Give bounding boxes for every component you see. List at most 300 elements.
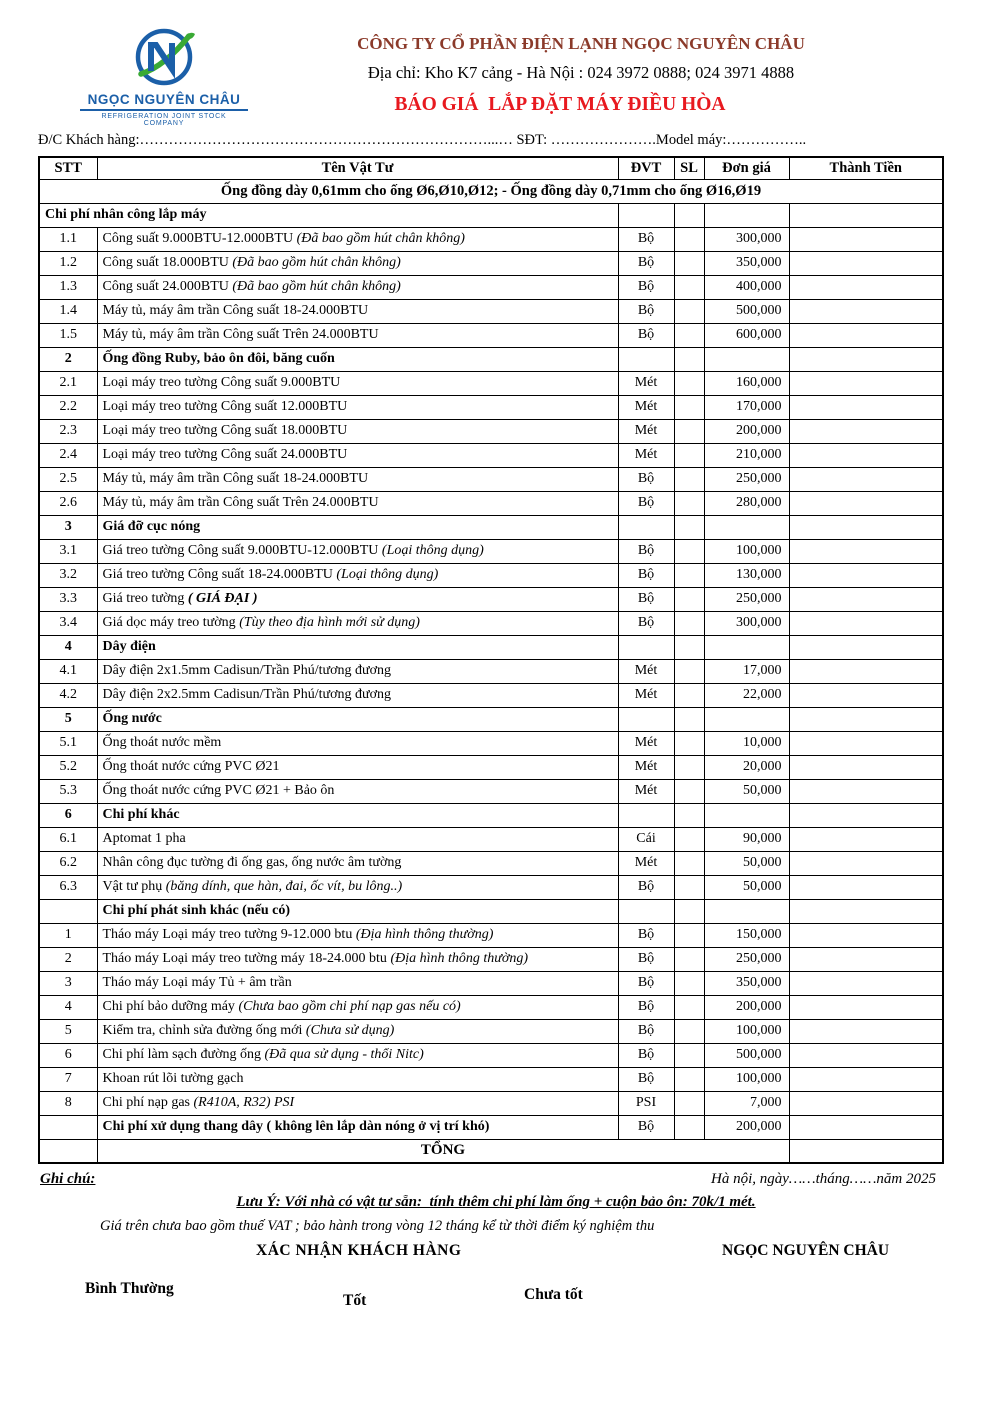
- table-row-item: [39, 395, 943, 419]
- cell-sl: [674, 947, 704, 971]
- cell-ten-vat-tu: Ống đồng Ruby, bảo ôn đôi, băng cuốn: [97, 347, 618, 371]
- cell-stt: 3.2: [39, 563, 97, 587]
- table-row-item: [39, 971, 943, 995]
- table-row-item: [39, 371, 943, 395]
- table-row-item: [39, 299, 943, 323]
- item-note: ( GIÁ ĐẠI ): [184, 591, 258, 606]
- cell-dvt: [618, 203, 674, 227]
- cell-dvt: Bộ: [618, 539, 674, 563]
- cell-thanh-tien: [789, 347, 943, 371]
- cell-sl: [674, 707, 704, 731]
- cell-thanh-tien: [789, 515, 943, 539]
- cell-stt: 5.3: [39, 779, 97, 803]
- cell-dvt: [618, 515, 674, 539]
- item-note: (Loại thông dụng): [378, 543, 484, 558]
- cell-don-gia: 500,000: [704, 299, 789, 323]
- cell-sl: [674, 227, 704, 251]
- cell-don-gia: 170,000: [704, 395, 789, 419]
- item-note: (Loại thông dụng): [332, 567, 439, 582]
- cell-thanh-tien: [789, 899, 943, 923]
- cell-don-gia: 7,000: [704, 1091, 789, 1115]
- cell-thanh-tien: [789, 1139, 943, 1163]
- cell-ten-vat-tu: Giá treo tường ( GIÁ ĐẠI ): [97, 587, 618, 611]
- cell-don-gia: [704, 707, 789, 731]
- cell-ten-vat-tu: Giá treo tường Công suất 9.000BTU-12.000BTU (Loại thông dụng): [97, 539, 618, 563]
- cell-sl: [674, 251, 704, 275]
- item-note: (Địa hình thông thường): [386, 951, 529, 966]
- cell-ten-vat-tu: Ống thoát nước mềm: [97, 731, 618, 755]
- table-row-item: [39, 611, 943, 635]
- cell-thanh-tien: [789, 323, 943, 347]
- cell-ten-vat-tu: Loại máy treo tường Công suất 9.000BTU: [97, 371, 618, 395]
- cell-dvt: Bộ: [618, 251, 674, 275]
- cell-sl: [674, 659, 704, 683]
- cell-dvt: Mét: [618, 371, 674, 395]
- cell-ten-vat-tu: Giá đỡ cục nóng: [97, 515, 618, 539]
- table-row-item: [39, 323, 943, 347]
- cell-total-label: TỔNG: [97, 1139, 789, 1163]
- cell-don-gia: 200,000: [704, 419, 789, 443]
- company-name: CÔNG TY CỔ PHẦN ĐIỆN LẠNH NGỌC NGUYÊN CHÂU: [357, 34, 805, 53]
- cell-stt: 5.1: [39, 731, 97, 755]
- cell-don-gia: 50,000: [704, 875, 789, 899]
- table-row-item: [39, 779, 943, 803]
- cell-thanh-tien: [789, 203, 943, 227]
- cell-thanh-tien: [789, 467, 943, 491]
- cell-dvt: Bộ: [618, 1019, 674, 1043]
- cell-sl: [674, 1115, 704, 1139]
- cell-don-gia: 90,000: [704, 827, 789, 851]
- cell-thanh-tien: [789, 275, 943, 299]
- cell-don-gia: 350,000: [704, 971, 789, 995]
- cell-stt: 7: [39, 1067, 97, 1091]
- cell-stt: 1.5: [39, 323, 97, 347]
- table-row-section: [39, 707, 943, 731]
- cell-don-gia: 100,000: [704, 1019, 789, 1043]
- item-note: (Địa hình thông thường): [352, 927, 494, 942]
- table-row-item: [39, 443, 943, 467]
- cell-stt: [39, 1139, 97, 1163]
- cell-dvt: PSI: [618, 1091, 674, 1115]
- notes-label: Ghi chú:: [40, 1171, 96, 1187]
- cell-stt: [39, 899, 97, 923]
- cell-thanh-tien: [789, 1019, 943, 1043]
- cell-dvt: Bộ: [618, 1115, 674, 1139]
- item-note: (R410A, R32) PSI: [190, 1095, 295, 1110]
- table-row-item: [39, 563, 943, 587]
- cell-stt: 6: [39, 1043, 97, 1067]
- cell-thanh-tien: [789, 419, 943, 443]
- cell-dvt: [618, 707, 674, 731]
- date-line: Hà nội, ngày……tháng……năm 2025: [710, 1171, 936, 1187]
- col-header-don-gia: Đơn giá: [704, 157, 789, 179]
- rating-normal-label: Bình Thường: [85, 1280, 174, 1297]
- table-row-item: [39, 923, 943, 947]
- item-note: (Chưa bao gồm chi phí nạp gas nếu có): [234, 999, 461, 1014]
- cell-sl: [674, 995, 704, 1019]
- logo-emblem-icon: [129, 26, 199, 92]
- table-row-item: [39, 251, 943, 275]
- cell-ten-vat-tu: Công suất 24.000BTU (Đã bao gồm hút chân không): [97, 275, 618, 299]
- cell-sl: [674, 443, 704, 467]
- item-note: (Chưa sử dụng): [302, 1023, 395, 1038]
- cell-stt: 1.4: [39, 299, 97, 323]
- cell-sl: [674, 779, 704, 803]
- cell-stt: 4.2: [39, 683, 97, 707]
- cell-ten-vat-tu: Kiểm tra, chỉnh sửa đường ống mới (Chưa sử dụng): [97, 1019, 618, 1043]
- cell-thanh-tien: [789, 947, 943, 971]
- cell-stt: 8: [39, 1091, 97, 1115]
- cell-sl: [674, 299, 704, 323]
- item-note: (Đã bao gồm hút chân không): [293, 231, 465, 246]
- cell-don-gia: 300,000: [704, 227, 789, 251]
- cell-dvt: Mét: [618, 395, 674, 419]
- table-row-item: [39, 875, 943, 899]
- cell-stt: 2: [39, 947, 97, 971]
- cell-thanh-tien: [789, 971, 943, 995]
- cell-dvt: [618, 347, 674, 371]
- cell-thanh-tien: [789, 371, 943, 395]
- cell-don-gia: 20,000: [704, 755, 789, 779]
- cell-dvt: Bộ: [618, 563, 674, 587]
- warning-line: Lưu Ý: Với nhà có vật tư sẵn: tính thêm chi phí làm ống + cuộn bảo ôn: 70k/1 mét.: [236, 1194, 756, 1210]
- table-row-item: [39, 275, 943, 299]
- table-row-item: [39, 659, 943, 683]
- company-address: Địa chỉ: Kho K7 cảng - Hà Nội : 024 3972 0888; 024 3971 4888: [367, 63, 795, 82]
- cell-stt: 2.1: [39, 371, 97, 395]
- cell-sl: [674, 755, 704, 779]
- cell-don-gia: 10,000: [704, 731, 789, 755]
- cell-dvt: Mét: [618, 683, 674, 707]
- cell-thanh-tien: [789, 1043, 943, 1067]
- cell-ten-vat-tu: Loại máy treo tường Công suất 24.000BTU: [97, 443, 618, 467]
- cell-don-gia: 600,000: [704, 323, 789, 347]
- cell-dvt: Bộ: [618, 875, 674, 899]
- cell-thanh-tien: [789, 395, 943, 419]
- cell-don-gia: [704, 899, 789, 923]
- table-row-span: [39, 179, 943, 203]
- cell-thanh-tien: [789, 443, 943, 467]
- col-header-stt: STT: [39, 157, 97, 179]
- cell-thanh-tien: [789, 827, 943, 851]
- cell-dvt: [618, 899, 674, 923]
- cell-sl: [674, 539, 704, 563]
- item-note: (Đã bao gồm hút chân không): [228, 279, 401, 294]
- cell-ten-vat-tu: Ống thoát nước cứng PVC Ø21: [97, 755, 618, 779]
- cell-stt: 2.6: [39, 491, 97, 515]
- cell-stt: 2.3: [39, 419, 97, 443]
- customer-signature-label: XÁC NHẬN KHÁCH HÀNG: [256, 1242, 462, 1259]
- cell-don-gia: 50,000: [704, 851, 789, 875]
- cell-thanh-tien: [789, 731, 943, 755]
- cell-stt: 5: [39, 1019, 97, 1043]
- cell-thanh-tien: [789, 539, 943, 563]
- cell-ten-vat-tu: Máy tủ, máy âm trần Công suất Trên 24.000BTU: [97, 323, 618, 347]
- cell-don-gia: 250,000: [704, 947, 789, 971]
- cell-sl: [674, 515, 704, 539]
- cell-don-gia: 250,000: [704, 587, 789, 611]
- cell-ten-vat-tu: Dây điện 2x1.5mm Cadisun/Trần Phú/tương đương: [97, 659, 618, 683]
- cell-thanh-tien: [789, 1091, 943, 1115]
- cell-thanh-tien: [789, 803, 943, 827]
- document-title: BÁO GIÁ LẮP ĐẶT MÁY ĐIỀU HÒA: [394, 94, 726, 115]
- cell-don-gia: 400,000: [704, 275, 789, 299]
- cell-sl: [674, 611, 704, 635]
- cell-stt: 6: [39, 803, 97, 827]
- cell-sl: [674, 467, 704, 491]
- rating-good-label: Tốt: [343, 1292, 367, 1309]
- col-header-thanh-tien: Thành Tiền: [789, 157, 943, 179]
- cell-sl: [674, 587, 704, 611]
- cell-stt: 2: [39, 347, 97, 371]
- customer-info-line: Đ/C Khách hàng:………………………………………………………………...… SĐT: ………………….Model máy:……………..: [38, 132, 807, 148]
- cell-thanh-tien: [789, 563, 943, 587]
- cell-stt: 3.1: [39, 539, 97, 563]
- cell-don-gia: 50,000: [704, 779, 789, 803]
- cell-sl: [674, 419, 704, 443]
- cell-dvt: Bộ: [618, 299, 674, 323]
- cell-sl: [674, 1043, 704, 1067]
- cell-thanh-tien: [789, 1115, 943, 1139]
- table-row-item: [39, 827, 943, 851]
- cell-sl: [674, 635, 704, 659]
- cell-sl: [674, 683, 704, 707]
- company-signature-label: NGỌC NGUYÊN CHÂU: [722, 1242, 890, 1259]
- cell-don-gia: [704, 515, 789, 539]
- quote-table-body: [39, 179, 943, 1163]
- cell-ten-vat-tu: Giá dọc máy treo tường (Tùy theo địa hình mới sử dụng): [97, 611, 618, 635]
- cell-sl: [674, 371, 704, 395]
- cell-don-gia: 210,000: [704, 443, 789, 467]
- cell-dvt: Bộ: [618, 323, 674, 347]
- cell-dvt: Mét: [618, 659, 674, 683]
- item-note: (Đã bao gồm hút chân không): [228, 255, 401, 270]
- cell-don-gia: 100,000: [704, 539, 789, 563]
- cell-ten-vat-tu: Chi phí phát sinh khác (nếu có): [97, 899, 618, 923]
- table-row-item: [39, 467, 943, 491]
- cell-stt: 5: [39, 707, 97, 731]
- cell-ten-vat-tu: Nhân công đục tường đi ống gas, ống nước âm tường: [97, 851, 618, 875]
- cell-dvt: Bộ: [618, 995, 674, 1019]
- cell-sl: [674, 323, 704, 347]
- cell-ten-vat-tu: Máy tủ, máy âm trần Công suất 18-24.000BTU: [97, 299, 618, 323]
- cell-thanh-tien: [789, 851, 943, 875]
- cell-ten-vat-tu: Tháo máy Loại máy treo tường máy 18-24.000 btu (Địa hình thông thường): [97, 947, 618, 971]
- cell-sl: [674, 875, 704, 899]
- cell-sl: [674, 275, 704, 299]
- item-note: (băng dính, que hàn, đai, ốc vít, bu lông..): [162, 879, 403, 894]
- cell-sl: [674, 827, 704, 851]
- table-row-item: [39, 491, 943, 515]
- cell-dvt: Bộ: [618, 947, 674, 971]
- table-row-item: [39, 683, 943, 707]
- table-row-item: [39, 1067, 943, 1091]
- table-row-section: [39, 899, 943, 923]
- cell-don-gia: 500,000: [704, 1043, 789, 1067]
- cell-ten-vat-tu: Công suất 9.000BTU-12.000BTU (Đã bao gồm hút chân không): [97, 227, 618, 251]
- cell-thanh-tien: [789, 1067, 943, 1091]
- table-row-item: [39, 587, 943, 611]
- cell-dvt: Bộ: [618, 275, 674, 299]
- cell-sl: [674, 1019, 704, 1043]
- cell-stt: 6.3: [39, 875, 97, 899]
- table-row-item_bold: [39, 1115, 943, 1139]
- quotation-table: [38, 156, 944, 1164]
- cell-ten-vat-tu: Giá treo tường Công suất 18-24.000BTU (Loại thông dụng): [97, 563, 618, 587]
- table-row-item: [39, 1043, 943, 1067]
- cell-stt: 6.1: [39, 827, 97, 851]
- logo-company-name: NGỌC NGUYÊN CHÂU: [80, 92, 248, 111]
- cell-dvt: Bộ: [618, 227, 674, 251]
- cell-ten-vat-tu: Dây điện: [97, 635, 618, 659]
- cell-sl: [674, 923, 704, 947]
- cell-ten-vat-tu: Loại máy treo tường Công suất 18.000BTU: [97, 419, 618, 443]
- cell-sl: [674, 899, 704, 923]
- cell-don-gia: 17,000: [704, 659, 789, 683]
- cell-stt: 4: [39, 995, 97, 1019]
- cell-don-gia: 150,000: [704, 923, 789, 947]
- cell-stt: 1.3: [39, 275, 97, 299]
- cell-don-gia: 300,000: [704, 611, 789, 635]
- table-row-total: [39, 1139, 943, 1163]
- table-row-item: [39, 227, 943, 251]
- cell-don-gia: [704, 803, 789, 827]
- cell-don-gia: [704, 203, 789, 227]
- cell-don-gia: [704, 347, 789, 371]
- cell-thanh-tien: [789, 875, 943, 899]
- cell-thanh-tien: [789, 227, 943, 251]
- cell-ten-vat-tu: Máy tủ, máy âm trần Công suất Trên 24.000BTU: [97, 491, 618, 515]
- table-row-section: [39, 635, 943, 659]
- logo-company-subtitle: REFRIGERATION JOINT STOCK COMPANY: [101, 113, 227, 127]
- cell-dvt: Mét: [618, 731, 674, 755]
- cell-ten-vat-tu: Vật tư phụ (băng dính, que hàn, đai, ốc vít, bu lông..): [97, 875, 618, 899]
- cell-ten-vat-tu: Chi phí bảo dưỡng máy (Chưa bao gồm chi phí nạp gas nếu có): [97, 995, 618, 1019]
- cell-dvt: [618, 803, 674, 827]
- cell-sl: [674, 395, 704, 419]
- rating-bad-label: Chưa tốt: [524, 1286, 583, 1303]
- cell-thanh-tien: [789, 755, 943, 779]
- cell-stt: 3.4: [39, 611, 97, 635]
- table-row-item: [39, 419, 943, 443]
- cell-stt: 2.2: [39, 395, 97, 419]
- cell-dvt: Bộ: [618, 1043, 674, 1067]
- cell-dvt: Bộ: [618, 491, 674, 515]
- cell-don-gia: 350,000: [704, 251, 789, 275]
- cell-ten-vat-tu: Loại máy treo tường Công suất 12.000BTU: [97, 395, 618, 419]
- cell-ten-vat-tu: Chi phí khác: [97, 803, 618, 827]
- cell-stt: 4.1: [39, 659, 97, 683]
- cell-ten-vat-tu: Ống thoát nước cứng PVC Ø21 + Bảo ôn: [97, 779, 618, 803]
- cell-sl: [674, 803, 704, 827]
- cell-thanh-tien: [789, 251, 943, 275]
- cell-thanh-tien: [789, 611, 943, 635]
- cell-dvt: Bộ: [618, 923, 674, 947]
- cell-thanh-tien: [789, 491, 943, 515]
- cell-dvt: Bộ: [618, 611, 674, 635]
- cell-stt: 3: [39, 971, 97, 995]
- table-row-section: [39, 347, 943, 371]
- cell-sl: [674, 851, 704, 875]
- table-row-item: [39, 947, 943, 971]
- table-row-item: [39, 995, 943, 1019]
- cell-thanh-tien: [789, 299, 943, 323]
- cell-dvt: Mét: [618, 851, 674, 875]
- cell-ten-vat-tu: Chi phí nạp gas (R410A, R32) PSI: [97, 1091, 618, 1115]
- cell-don-gia: 160,000: [704, 371, 789, 395]
- cell-dvt: Bộ: [618, 587, 674, 611]
- col-header-ten-vat-tu: Tên Vật Tư: [97, 157, 618, 179]
- table-row-item: [39, 539, 943, 563]
- cell-stt: 3: [39, 515, 97, 539]
- table-header-row: [39, 157, 943, 179]
- cell-dvt: Bộ: [618, 971, 674, 995]
- cell-stt: [39, 1115, 97, 1139]
- table-row-section: [39, 803, 943, 827]
- cell-stt: 2.5: [39, 467, 97, 491]
- cell-stt: 1.1: [39, 227, 97, 251]
- table-row-item: [39, 731, 943, 755]
- cell-stt: 5.2: [39, 755, 97, 779]
- cell-ten-vat-tu: Khoan rút lõi tường gạch: [97, 1067, 618, 1091]
- cell-dvt: Mét: [618, 443, 674, 467]
- cell-dvt: Mét: [618, 779, 674, 803]
- cell-thanh-tien: [789, 659, 943, 683]
- cell-sl: [674, 203, 704, 227]
- col-header-sl: SL: [674, 157, 704, 179]
- cell-stt: 3.3: [39, 587, 97, 611]
- cell-stt: 6.2: [39, 851, 97, 875]
- cell-stt: 4: [39, 635, 97, 659]
- item-note: (Đã qua sử dụng - thổi Nitc): [260, 1047, 424, 1062]
- cell-dvt: Bộ: [618, 467, 674, 491]
- cell-don-gia: 100,000: [704, 1067, 789, 1091]
- cell-thanh-tien: [789, 683, 943, 707]
- cell-thanh-tien: [789, 779, 943, 803]
- cell-dvt: Mét: [618, 419, 674, 443]
- vat-warranty-line: Giá trên chưa bao gồm thuế VAT ; bảo hành trong vòng 12 tháng kể từ thời điểm ký nghiệm thu: [100, 1218, 655, 1234]
- cell-don-gia: [704, 635, 789, 659]
- cell-thanh-tien: [789, 635, 943, 659]
- cell-sl: [674, 971, 704, 995]
- cell-sl: [674, 563, 704, 587]
- cell-section-title: Chi phí nhân công lắp máy: [39, 203, 618, 227]
- cell-ten-vat-tu: Aptomat 1 pha: [97, 827, 618, 851]
- cell-dvt: [618, 635, 674, 659]
- cell-ten-vat-tu: Tháo máy Loại máy treo tường 9-12.000 btu (Địa hình thông thường): [97, 923, 618, 947]
- cell-ten-vat-tu: Máy tủ, máy âm trần Công suất 18-24.000BTU: [97, 467, 618, 491]
- cell-thanh-tien: [789, 707, 943, 731]
- cell-ten-vat-tu: Công suất 18.000BTU (Đã bao gồm hút chân không): [97, 251, 618, 275]
- cell-ten-vat-tu: Dây điện 2x2.5mm Cadisun/Trần Phú/tương đương: [97, 683, 618, 707]
- cell-don-gia: 130,000: [704, 563, 789, 587]
- cell-ten-vat-tu: Ống nước: [97, 707, 618, 731]
- cell-stt: 1: [39, 923, 97, 947]
- cell-stt: 1.2: [39, 251, 97, 275]
- cell-don-gia: 200,000: [704, 1115, 789, 1139]
- item-note: (Tùy theo địa hình mới sử dụng): [235, 615, 420, 630]
- cell-stt: 2.4: [39, 443, 97, 467]
- cell-copper-pipe-note: Ống đồng dày 0,61mm cho ống Ø6,Ø10,Ø12; - Ống đồng dày 0,71mm cho ống Ø16,Ø19: [39, 179, 943, 203]
- cell-sl: [674, 731, 704, 755]
- cell-don-gia: 22,000: [704, 683, 789, 707]
- table-row-item: [39, 1091, 943, 1115]
- cell-dvt: Cái: [618, 827, 674, 851]
- table-row-section: [39, 515, 943, 539]
- cell-don-gia: 250,000: [704, 467, 789, 491]
- table-row-section_full: [39, 203, 943, 227]
- cell-thanh-tien: [789, 923, 943, 947]
